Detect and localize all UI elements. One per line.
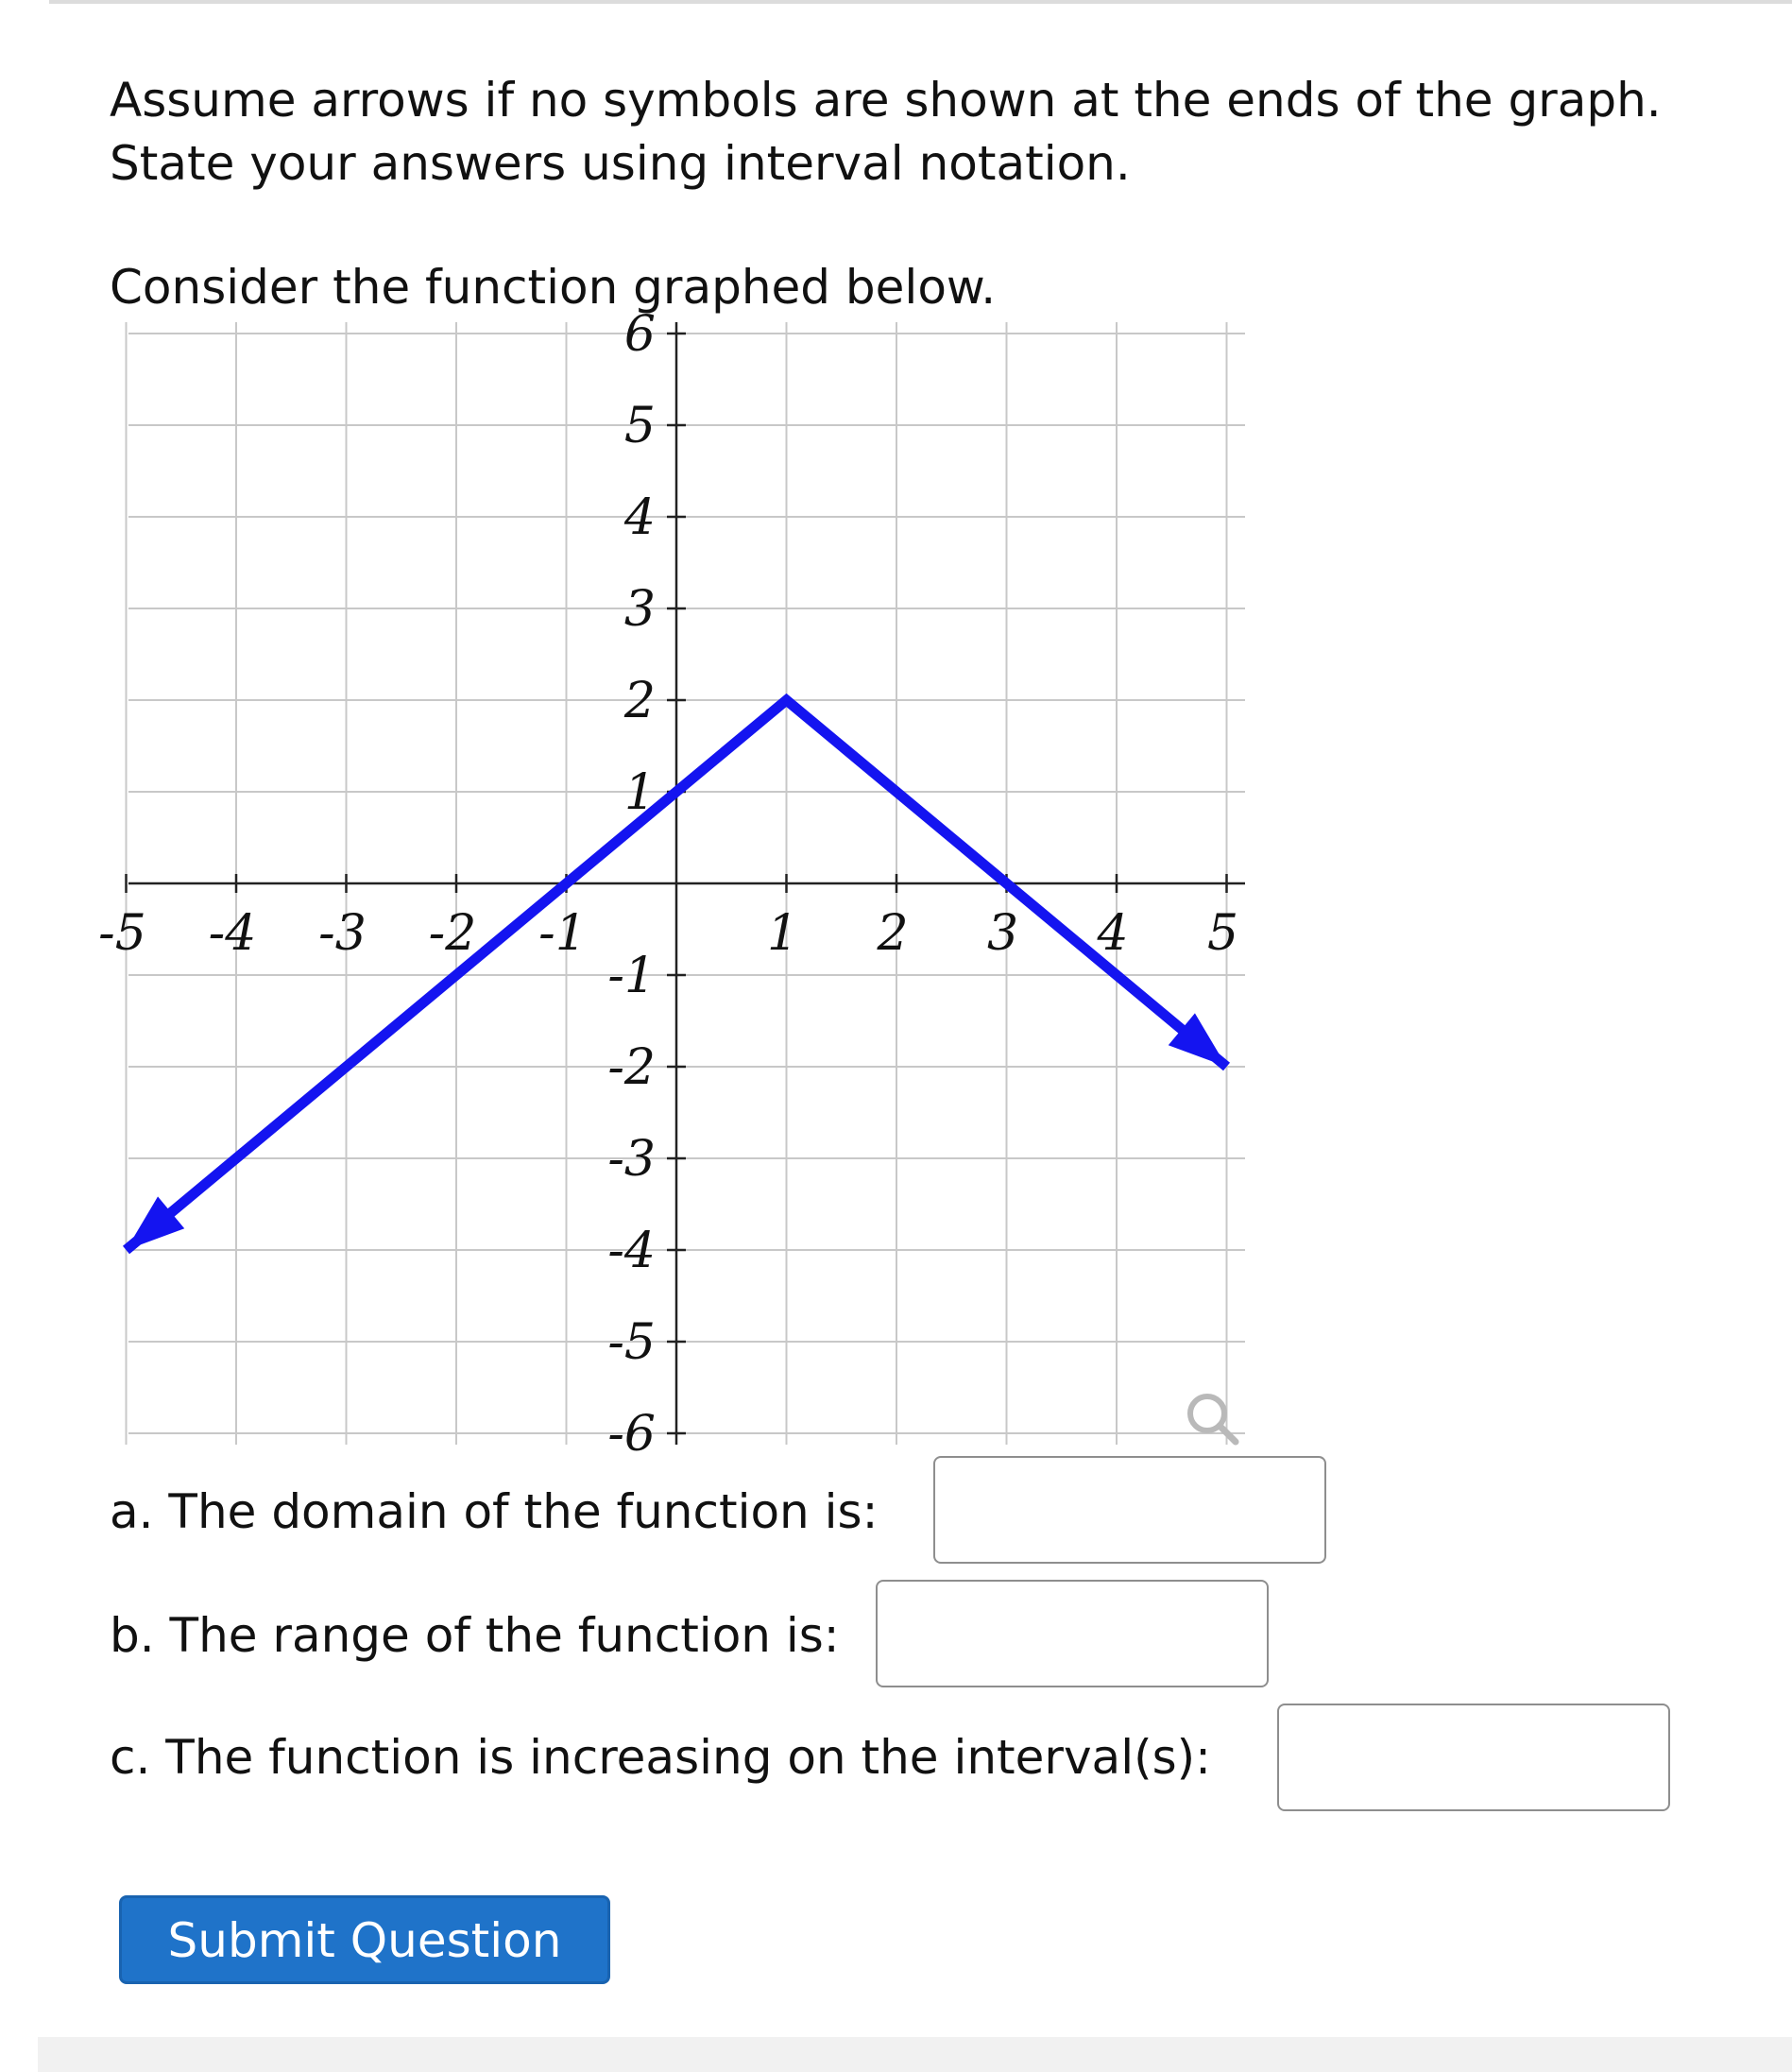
question-c-label: c. The function is increasing on the interval(s): [110,1730,1211,1785]
y-tick-label: 3 [623,581,656,638]
x-tick-label: -1 [538,905,587,962]
x-tick-label: -2 [428,905,477,962]
range-answer-input[interactable] [876,1580,1269,1687]
y-tick-label: 1 [623,764,656,821]
magnify-graph-icon[interactable] [1190,1396,1236,1442]
y-tick-label: 5 [623,398,656,454]
x-tick-label: 4 [1097,905,1129,962]
y-tick-label: -3 [607,1131,656,1188]
y-tick-label: -6 [607,1406,656,1463]
x-tick-label: 5 [1206,905,1239,962]
x-tick-label: -3 [318,905,367,962]
instruction-line-1: Assume arrows if no symbols are shown at the ends of the graph. [110,73,1662,128]
x-tick-label: -4 [208,905,257,962]
question-a-label: a. The domain of the function is: [110,1484,879,1539]
y-tick-label: -5 [607,1314,656,1371]
prompt-text: Consider the function graphed below. [110,260,997,315]
y-tick-label: -2 [607,1039,656,1096]
function-graph [94,310,1256,1463]
graph-svg [94,310,1256,1463]
increasing-interval-answer-input[interactable] [1277,1704,1670,1811]
question-b-label: b. The range of the function is: [110,1608,840,1663]
domain-answer-input[interactable] [933,1456,1326,1564]
y-tick-label: -1 [607,948,656,1004]
x-tick-label: -5 [98,905,146,962]
y-tick-label: 6 [623,310,656,363]
submit-question-button[interactable]: Submit Question [119,1895,610,1984]
x-tick-label: 2 [877,905,909,962]
y-tick-label: -4 [607,1223,656,1279]
top-divider [49,0,1792,4]
footer-band [38,2037,1792,2072]
instruction-line-2: State your answers using interval notation. [110,136,1131,191]
y-tick-label: 4 [623,489,656,546]
x-tick-label: 3 [986,905,1019,962]
x-tick-label: 1 [766,905,799,962]
y-tick-label: 2 [623,673,656,729]
